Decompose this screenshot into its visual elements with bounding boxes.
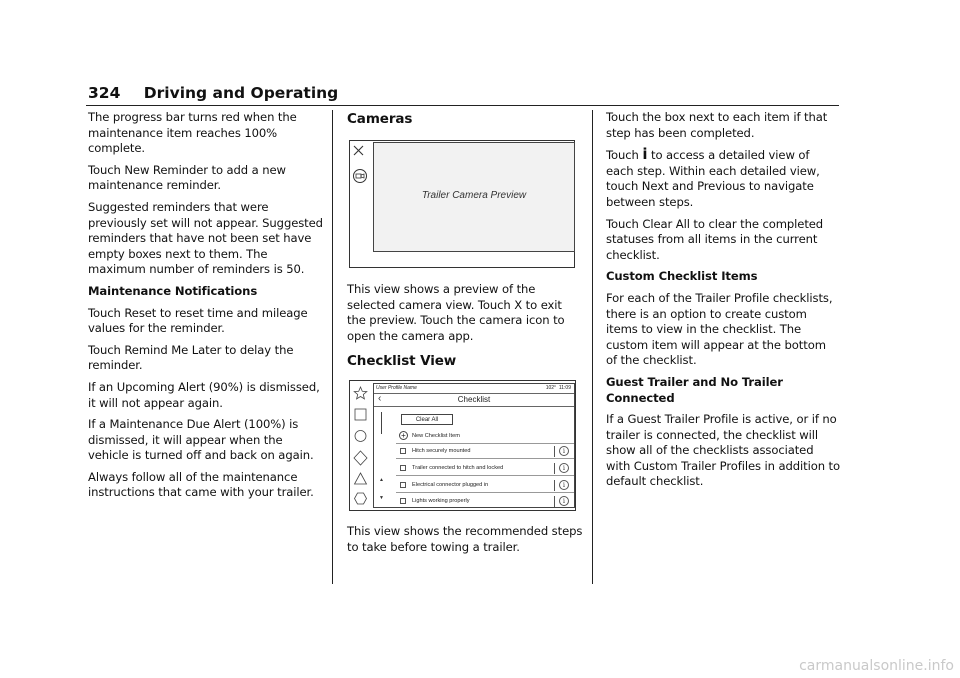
info-icon: i bbox=[642, 145, 648, 164]
checklist-figure bbox=[349, 380, 576, 511]
checklist-item-label: Electrical connector plugged in bbox=[412, 482, 489, 488]
paragraph: This view shows a preview of the selected camera view. Touch X to exit the preview. Touch the camera icon to open the camera app. bbox=[347, 282, 565, 343]
divider bbox=[554, 446, 555, 457]
info-icon[interactable]: i bbox=[559, 463, 569, 473]
camera-preview-area bbox=[373, 142, 575, 252]
column-divider-1 bbox=[332, 110, 333, 584]
text-fragment: to access a detailed view of each step. Within each detailed view, touch Next and Previous to navigate between steps. bbox=[606, 148, 820, 209]
column-2-bottom bbox=[347, 524, 583, 561]
checkbox[interactable] bbox=[400, 465, 406, 471]
paragraph: Touch New Reminder to add a new maintenance reminder. bbox=[88, 162, 286, 193]
paragraph: If a Guest Trailer Profile is active, or if no trailer is connected, the checklist will show all of the checklists associated with Custom Trailer Profiles in addition to default checklist. bbox=[606, 412, 840, 489]
column-3 bbox=[606, 110, 840, 496]
checklist-row[interactable] bbox=[396, 461, 574, 476]
scroll-down-icon[interactable]: ▼ bbox=[379, 495, 384, 501]
checklist-row[interactable] bbox=[396, 478, 574, 493]
text-fragment: Touch bbox=[606, 148, 643, 163]
paragraph: Touch Remind Me Later to delay the reminder. bbox=[88, 342, 294, 373]
paragraph: This view shows the recommended steps to take before towing a trailer. bbox=[347, 524, 583, 554]
paragraph: Always follow all of the maintenance instructions that came with your trailer. bbox=[88, 469, 314, 500]
paragraph bbox=[606, 147, 840, 210]
paragraph: If a Maintenance Due Alert (100%) is dismissed, it will appear when the vehicle is turned off and back on again. bbox=[88, 417, 314, 463]
section-heading-cameras: Cameras bbox=[347, 111, 413, 127]
paragraph: The progress bar turns red when the maintenance item reaches 100% complete. bbox=[88, 110, 297, 156]
user-profile-name: User Profile Name bbox=[376, 385, 417, 391]
temperature: 102° bbox=[545, 385, 557, 391]
column-2-middle bbox=[347, 282, 583, 370]
page-header bbox=[88, 84, 338, 102]
header-rule bbox=[86, 105, 839, 106]
paragraph: Suggested reminders that were previously set will not appear. Suggested reminders that have not been set have empty boxes next to them. The maximum number of reminders is 50. bbox=[88, 199, 323, 277]
paragraph: Touch Clear All to clear the completed statuses from all items in the current checklist. bbox=[606, 216, 824, 262]
checklist-row[interactable] bbox=[396, 494, 574, 509]
page-number: 324 bbox=[88, 84, 121, 102]
info-icon[interactable]: i bbox=[559, 446, 569, 456]
checkbox[interactable] bbox=[400, 448, 406, 454]
paragraph: If an Upcoming Alert (90%) is dismissed, it will not appear again. bbox=[88, 379, 320, 410]
watermark: carmanualsonline.info bbox=[799, 658, 954, 674]
close-icon[interactable] bbox=[352, 144, 366, 158]
status-bar bbox=[546, 385, 571, 391]
clear-all-button[interactable]: Clear All bbox=[401, 414, 453, 425]
checkbox[interactable] bbox=[400, 498, 406, 504]
new-item-label: New Checklist Item bbox=[412, 433, 460, 439]
back-chevron-icon[interactable]: ‹ bbox=[378, 393, 382, 404]
paragraph: Touch the box next to each item if that step has been completed. bbox=[606, 110, 828, 140]
info-icon[interactable]: i bbox=[559, 496, 569, 506]
scrollbar[interactable] bbox=[381, 412, 382, 434]
checklist-item-label: Trailer connected to hitch and locked bbox=[412, 465, 504, 471]
divider bbox=[554, 463, 555, 474]
checklist-item-label: Hitch securely mounted bbox=[412, 448, 471, 454]
subheading: Custom Checklist Items bbox=[606, 269, 758, 284]
column-2 bbox=[347, 110, 583, 128]
checkbox[interactable] bbox=[400, 482, 406, 488]
checklist-row[interactable] bbox=[396, 444, 574, 459]
checklist-panel bbox=[373, 383, 575, 508]
clock: 11:09 bbox=[558, 385, 571, 391]
divider bbox=[554, 496, 555, 507]
checklist-item-label: Lights working properly bbox=[412, 498, 470, 504]
checklist-titlebar bbox=[374, 393, 574, 407]
section-heading-checklist: Checklist View bbox=[347, 353, 457, 370]
paragraph: For each of the Trailer Profile checklists, there is an option to create custom items to view in the checklist. The custom item will appear at the bottom of the checklist. bbox=[606, 290, 833, 368]
info-icon[interactable]: i bbox=[559, 480, 569, 490]
divider bbox=[554, 480, 555, 491]
camera-icon[interactable] bbox=[352, 168, 368, 184]
camera-preview-figure bbox=[349, 140, 575, 268]
section-title: Driving and Operating bbox=[143, 84, 339, 102]
camera-preview-label: Trailer Camera Preview bbox=[421, 190, 527, 201]
column-divider-2 bbox=[592, 110, 593, 584]
checklist-title: Checklist bbox=[457, 395, 491, 404]
paragraph: Touch Reset to reset time and mileage values for the reminder. bbox=[88, 305, 308, 336]
column-1 bbox=[88, 110, 324, 507]
new-checklist-item-button[interactable] bbox=[396, 429, 574, 444]
scroll-up-icon[interactable]: ▲ bbox=[379, 477, 384, 483]
side-nav-icons bbox=[350, 381, 371, 510]
add-icon: + bbox=[399, 431, 408, 440]
subheading: Guest Trailer and No Trailer Connected bbox=[606, 374, 783, 405]
subheading: Maintenance Notifications bbox=[88, 283, 258, 298]
